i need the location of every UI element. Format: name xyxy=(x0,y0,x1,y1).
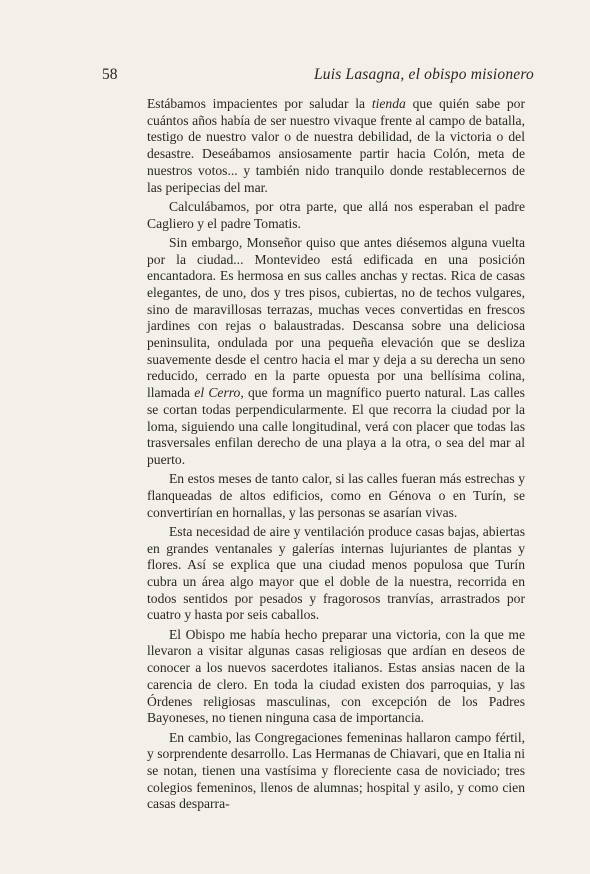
page-number: 58 xyxy=(102,66,118,83)
paragraph: En cambio, las Congregaciones femeninas hallaron campo fértil, y sorprendente desarrollo. Las Hermanas de Chiavari, que en Italia ni se notan, tienen una vastísima y floreciente casa de noviciado; tres colegios femeninos, llenos de alumnas; hospital y asilo, y como cien casas desparra- xyxy=(147,729,525,812)
paragraph: En estos meses de tanto calor, si las calles fueran más estrechas y flanqueadas de altos edificios, como en Génova o en Turín, se convertirían en hornallas, y las personas se asarían vivas. xyxy=(147,471,525,520)
paragraph: Calculábamos, por otra parte, que allá nos esperaban el padre Cagliero y el padre Tomatis. xyxy=(147,198,525,231)
paragraph: Esta necesidad de aire y ventilación produce casas bajas, abiertas en grandes ventanales y galerías internas lujuriantes de plantas y flores. Así se explica que una ciudad menos populosa que Turín cubra un área algo mayor que el doble de la nuestra, recorrida en todos sentidos por pesados y fragorosos tranvías, arrastrados por cuatro y hasta por seis caballos. xyxy=(147,523,525,623)
paragraph xyxy=(147,96,525,196)
paragraph-text: que quién sabe por cuántos años había de ser nuestro vivaque frente al campo de batalla, testigo de nuestro valor o de nuestra debilidad, de la victoria o del desastre. Deseábamos ansiosamente partir hacia Colón, meta de nuestros votos... y también nido tranquilo donde restablecernos de las peripecias del mar. xyxy=(147,96,525,195)
paragraph xyxy=(147,235,525,469)
paragraph-text: que forma un magnífico puerto natural. Las calles se cortan todas perpendicularmente. El que recorra la ciudad por la loma, siguiendo una calle longitudinal, verá con placer que todas las trasversales enfilan derecho de una playa a la otra, o sea del mar al puerto. xyxy=(147,385,525,467)
paragraph-text: Sin embargo, Monseñor quiso que antes diésemos alguna vuelta por la ciudad... Montevideo está edificada en una posición encantadora. Es hermosa en sus calles anchas y rectas. Rica de casas elegantes, de uno, dos y tres pisos, cubiertas, no de techos vulgares, sino de maravillosas terrazas, muchas veces convertidas en frescos jardines con rejas o balaustradas. Descansa sobre una deliciosa peninsulita, ondulada por una pequeña elevación que se desliza suavemente desde el centro hacia el mar y deja a su derecha un seno reducido, cerrado en la parte opuesta por una bellísima colina, llamada xyxy=(147,234,525,401)
page-header xyxy=(102,66,534,86)
body-text xyxy=(147,96,525,816)
running-title: Luis Lasagna, el obispo misionero xyxy=(313,66,534,83)
paragraph-text: Estábamos impacientes por saludar la xyxy=(147,96,372,111)
italic-text: tienda xyxy=(371,96,406,111)
italic-text: el Cerro, xyxy=(194,385,244,401)
paragraph: El Obispo me había hecho preparar una victoria, con la que me llevaron a visitar algunas casas religiosas que ardían en deseos de conocer a los nuevos sacerdotes italianos. Estas ansias nacen de la carencia de clero. En toda la ciudad existen dos parroquias, y las Órdenes religiosas masculinas, con excepción de los Padres Bayoneses, no tienen ninguna casa de importancia. xyxy=(147,626,525,726)
